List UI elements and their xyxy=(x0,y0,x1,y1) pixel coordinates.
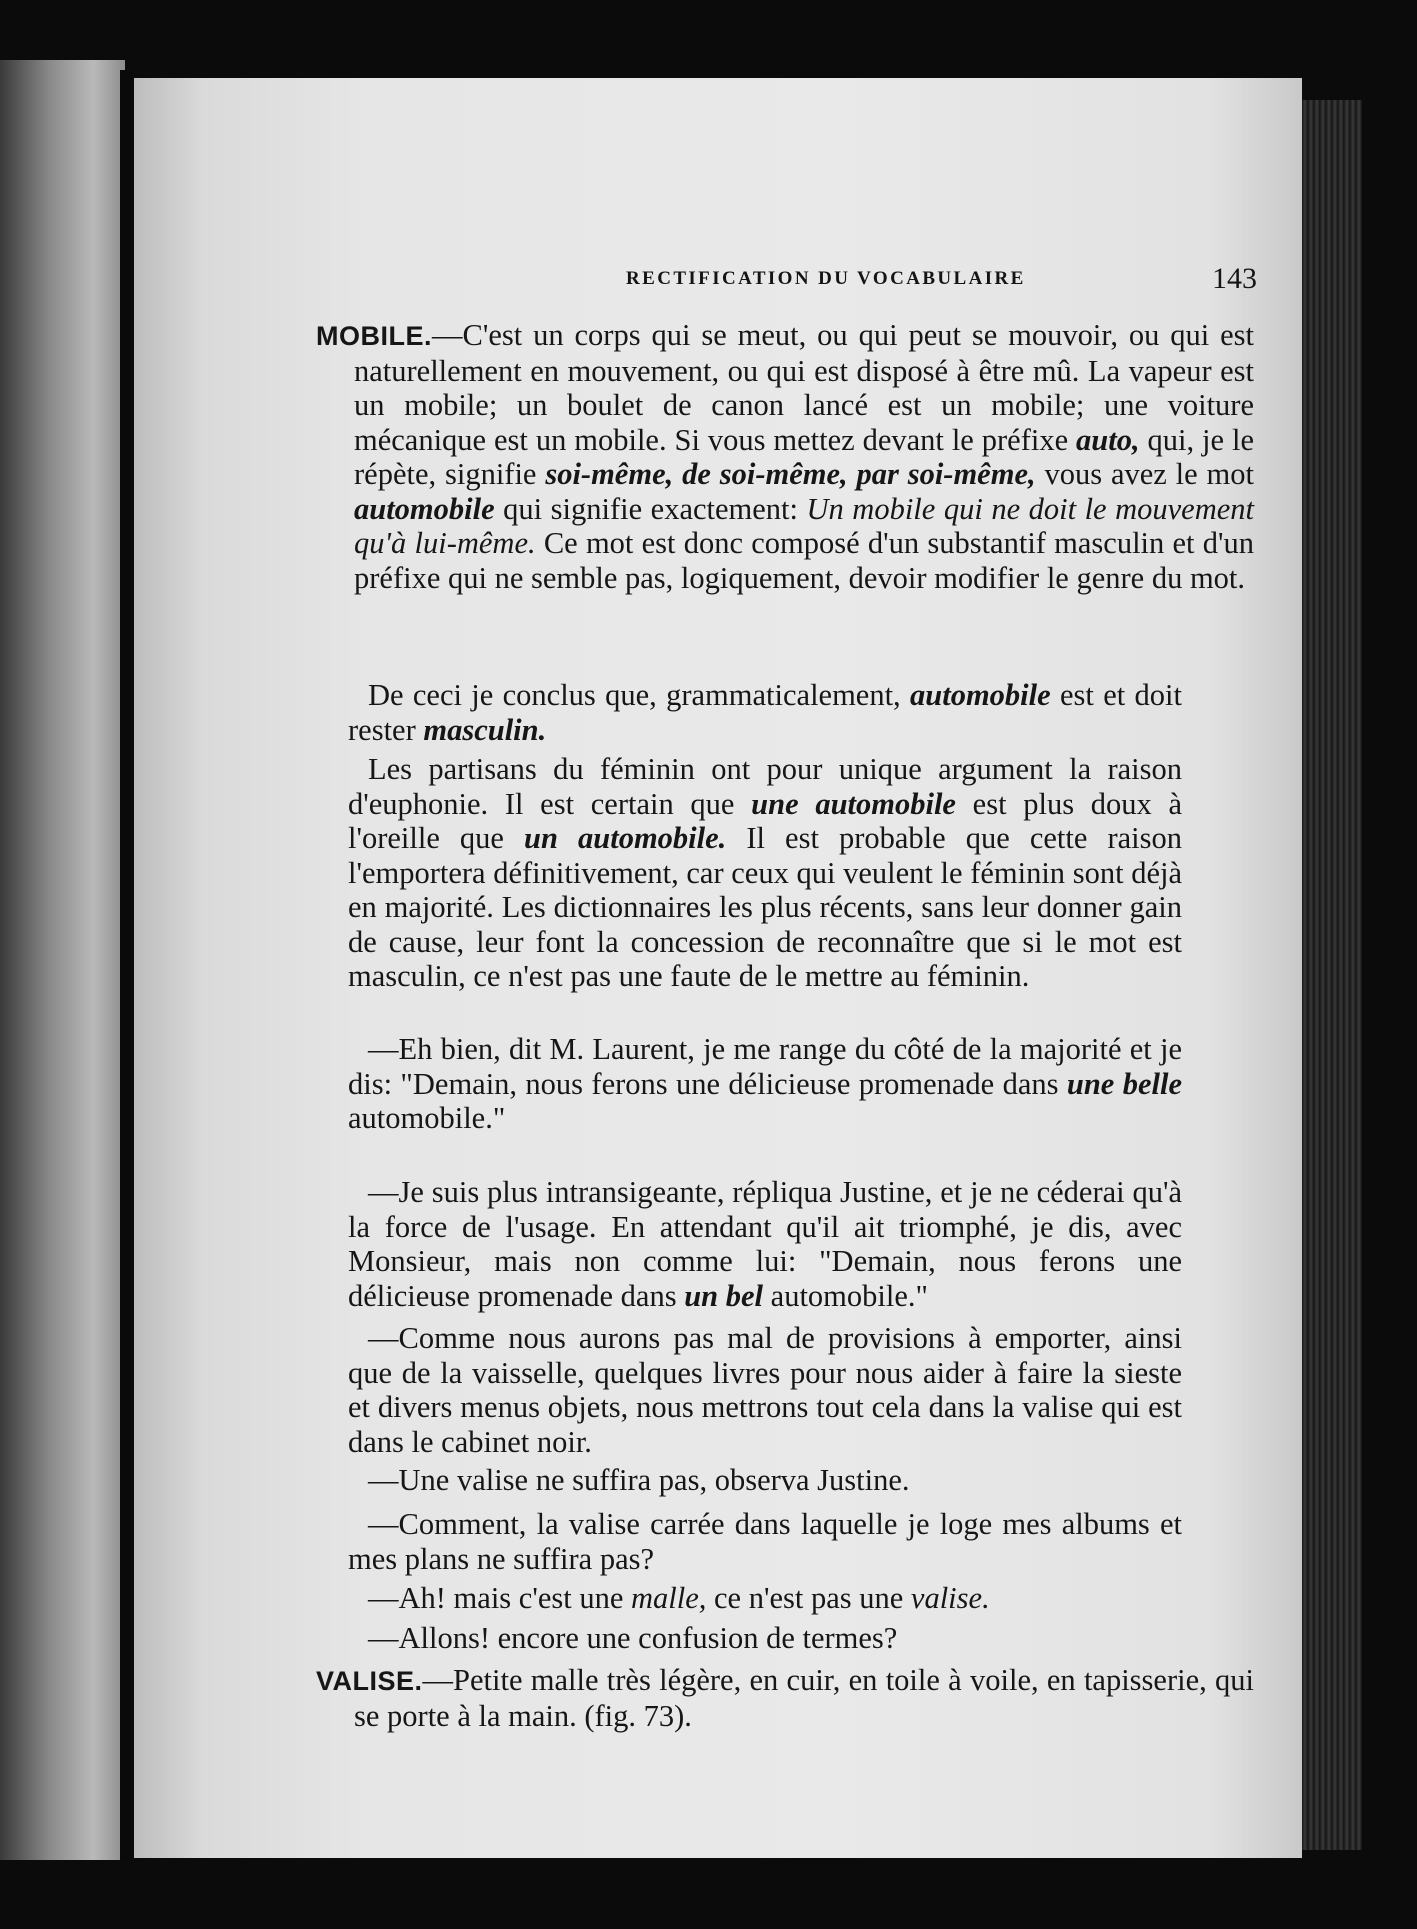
paragraph-provisions: —Comme nous aurons pas mal de provisions à emporter, ainsi que de la vaisselle, quelques livres pour nous aider à faire la sieste et divers menus objets, nous mettrons tout cela dans la valise qui est dans le cabinet noir. xyxy=(348,1321,1182,1459)
entry-text: qui, je le répète, signifie xyxy=(354,422,1254,491)
italic-term: automobile xyxy=(910,678,1051,712)
paragraph-justine xyxy=(348,1175,1182,1313)
paragraph-text: automobile." xyxy=(348,1101,506,1135)
entry-text: —C'est un corps qui se meut, ou qui peut se mouvoir, ou qui est naturellement en mouvement, ou qui est disposé à être mû. La vapeur est un mobile; un boulet de canon lancé est un mobile; une voiture mécanique est un mobile. Si vous mettez devant le préfixe xyxy=(354,318,1254,457)
entry-mobile xyxy=(316,318,1254,595)
page-number: 143 xyxy=(1212,262,1257,295)
italic-term: un bel xyxy=(684,1278,764,1313)
paragraph-text: est et doit rester xyxy=(348,678,1182,747)
italic-term: une belle xyxy=(1066,1066,1182,1101)
paragraph-allons: —Allons! encore une confusion de termes? xyxy=(368,1621,898,1655)
paragraph-text: automobile." xyxy=(763,1278,928,1313)
paragraph-conclusion xyxy=(348,678,1182,747)
paragraph-text: —Je suis plus intransigeante, répliqua Justine, et je ne céderai qu'à la force de l'usage. En attendant qu'il ait triomphé, je dis, avec Monsieur, mais non comme lui: "Demain, nous ferons une délicieuse promenade dans xyxy=(348,1175,1182,1313)
italic-term: automobile xyxy=(354,491,495,526)
paragraph-comment: —Comment, la valise carrée dans laquelle je loge mes albums et mes plans ne suffira pas? xyxy=(348,1507,1182,1576)
paragraph-text: —Ah! mais c'est une xyxy=(368,1581,631,1615)
facing-page-edge xyxy=(0,60,125,1860)
page-header xyxy=(134,262,1302,308)
book-page xyxy=(134,78,1302,1858)
paragraph-text: ce n'est pas une xyxy=(706,1581,911,1615)
paragraph-text: est plus doux à l'oreille que xyxy=(348,786,1183,855)
paragraph-text: Les partisans du féminin ont pour unique argument la raison d'euphonie. Il est certain que xyxy=(348,752,1182,821)
italic-term: un automobile. xyxy=(524,821,727,855)
paragraph-valise-reply: —Une valise ne suffira pas, observa Justine. xyxy=(368,1463,910,1497)
paragraph-malle xyxy=(348,1581,1182,1616)
entry-text: —Petite malle très légère, en cuir, en toile à voile, en tapisserie, qui se porte à la main. (fig. 73). xyxy=(354,1663,1254,1733)
page-stack-edge xyxy=(1302,100,1362,1850)
italic-definition: Un mobile qui ne doit le mouvement qu'à lui-même. xyxy=(354,491,1254,560)
italic-term: soi-même, de soi-même, par soi-même, xyxy=(545,457,1036,491)
italic-term: malle, xyxy=(631,1581,707,1615)
paragraph-partisans xyxy=(348,752,1182,994)
headword-mobile: MOBILE. xyxy=(316,321,432,351)
entry-text: vous avez le mot xyxy=(1035,457,1254,491)
paragraph-laurent xyxy=(348,1032,1182,1136)
entry-valise xyxy=(316,1663,1254,1733)
running-head: RECTIFICATION DU VOCABULAIRE xyxy=(626,268,1026,289)
italic-term: valise. xyxy=(910,1581,990,1615)
paragraph-text: Il est probable que cette raison l'emportera définitivement, car ceux qui veulent le féminin sont déjà en majorité. Les dictionnaires les plus récents, sans leur donner gain de cause, leur font la concession de reconnaître que si le mot est masculin, ce n'est pas une faute de le mettre au féminin. xyxy=(348,821,1182,993)
italic-term: une automobile xyxy=(751,786,956,821)
italic-term: masculin. xyxy=(423,712,547,747)
book-gutter xyxy=(120,70,134,1860)
entry-text: qui signifie exactement: xyxy=(494,491,807,526)
entry-text: Ce mot est donc composé d'un substantif masculin et d'un préfixe qui ne semble pas, logiquement, devoir modifier le genre du mot. xyxy=(354,526,1254,595)
headword-valise: VALISE. xyxy=(316,1666,423,1696)
paragraph-text: De ceci je conclus que, grammaticalement, xyxy=(368,678,911,712)
paragraph-text: —Eh bien, dit M. Laurent, je me range du côté de la majorité et je dis: "Demain, nous ferons une délicieuse promenade dans xyxy=(348,1032,1182,1101)
italic-term: auto, xyxy=(1076,422,1140,457)
